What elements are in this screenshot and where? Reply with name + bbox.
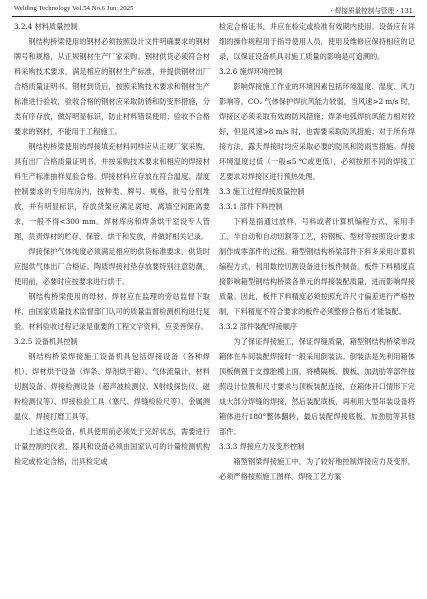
journal-info: Welding Technology Vol.54 No.6 Jun. 2025 [14,5,134,12]
paragraph-stress-deformation: 箱型钢梁焊接施工中，为了较好地控制焊接应力及变形，必须严格按照施工图样、焊接工艺方案 [219,457,415,481]
header-rule [12,16,415,17]
paragraph-welding-consumables: 钢结构桥梁使用的焊接填充材料同样应从正规厂家采购，具有出厂合格质量证明书，并按采购技术要求和相应的焊接材料生产标准抽样复验合格。焊接材料应存放在符合温度、湿度控制要求的专用库房内，按种类、牌号、规格、批号分别堆放，并有明显标识，存放货架应满足离地、离墙空间距离要求，一般不得<300 mm。焊材库房和焊条烘干室设专人管理，负责焊材的贮存、保管、烘干和发放，并做好相关记录。 [14,142,210,241]
heading-3-2-4: 3.2.4 材料质量控制 [14,22,78,31]
paragraph-shielding-gas: 焊接保护气体纯度必须满足相应的供货标准要求，供货时应提供气体出厂合格证。陶质焊接衬垫存放要特别注意防潮，使用前，必要时应按要求进行烘干。 [14,247,210,286]
heading-3-2-5: 3.2.5 设备机具控制 [14,337,78,346]
heading-3-3-3: 3.3.3 焊接应力及变形控制 [219,442,305,451]
paragraph-steel-procurement: 钢结构桥梁使用的钢材必须按照设计文件明确要求的钢材牌号和规格，从正规钢材生产厂家采购。钢材供货必须符合材料采购技术要求，满足相应的钢材生产标准，并提供钢材出厂合格质量证明书。钢材到货后，按照采购技术要求和钢材生产标准进行验收，验收合格的钢材应采取防锈和防变形措施，分类有序存放，做好明显标识，防止材料错误使用；验收不合格要求的钢材，不能用于工程施工。 [14,37,210,136]
section-and-page-number: · 焊接质量控制与管理 · 131 [330,7,413,15]
running-header [0,0,427,18]
paragraph-cutting: 下料是指通过放样、号料或者计算机编程方式，采用手工、半自动和自动切割等工艺，将钢板、型材等按照设计要求制作成零部件的过程。箱型钢结构桥梁部件下料多采用计算机编程方式，利用数控切割设备进行板件制备。板件下料精度直接影响箱型钢结构桥梁各单元的焊接装配质量，进而影响焊接质量。因此，板件下料精度必须按照允许尺寸偏差进行严格控制，下料精度不符合要求的板件必须整修合格后才能装配。 [219,217,415,316]
paragraph-equipment-calibration: 上述这些设备、机具使用前必须处于完好状态，需要进行计量控制的仪表、器具和设备必须由国家认可的计量检测机构检定或检定合格，出具检定或 [14,427,210,466]
paragraph-equipment-list: 钢结构桥梁焊接施工设备机具包括焊接设备（各种焊机）、焊材烘干设备（焊条、焊剂烘干箱）、气体流量计、材料切割设备、焊接检测设备（超声波检测仪、X射线探伤仪、磁粉检测仪等）、焊接检验工具（塞尺、焊缝检验尺等）、金属测温仪、焊接打磨工具等。 [14,352,210,421]
paragraph-environment: 影响焊接施工作业的环境因素包括环境温度、湿度、风力影响等。CO₂ 气体保护焊抗风能力较弱，当风速>2 m/s 时，焊接区必须采取有效的防风措施；焊条电弧焊抗风能力相对较好，但是风速>8 m/s 时，也需要采取防风措施；对于所有焊接方法，露天焊接时均应采取必要的防风和防雨雪措施。焊接环境温度过低（一般≤5 ℃或更低），必须按照不同的焊接工艺要求对焊接区进行预热处理。 [219,82,415,181]
paragraph-calibration-continued: 检定合格证书，并应在检定或检准有效期内使用。设备应有详细的操作规程用于指导使用人员，使用及维修应保持相应的记录，以保证设备机具对施工质量的影响是可追溯的。 [219,22,415,61]
paragraph-sampling-retest: 钢结构桥梁使用的母材、焊材应在监理的旁站监督下取样，由国家质量技术监督部门认可的质量监督检测机构进行复验。材料验收过程记录是重要的工程文字资料，应妥善保存。 [14,292,210,331]
heading-3-3: 3.3 施工过程焊接质量控制 [219,187,305,196]
paragraph-assembly-sequence: 为了保证焊接施工，保证焊缝质量，箱型钢结构桥梁单段箱体在车间装配焊接时一般采用倒装法。倒装法是先利用箱体顶板侧置于支撑胎模上面，将横隔板、腹板、加劲肋等部件按照设计位置和尺寸要求与顶板装配连接，在箱体开口情形下完成大部分焊缝的焊接，然后装配底板，再利用大型吊装设备将箱体进行180°整体翻转，最后装配焊接底板、加劲肋等其他部件。 [219,337,415,436]
right-column [219,19,415,484]
left-column [14,19,210,469]
heading-3-2-6: 3.2.6 施焊环境控制 [219,67,283,76]
heading-3-3-1: 3.3.1 部件下料控制 [219,202,283,211]
heading-3-3-2: 3.3.2 部件装配焊接顺序 [219,322,298,331]
